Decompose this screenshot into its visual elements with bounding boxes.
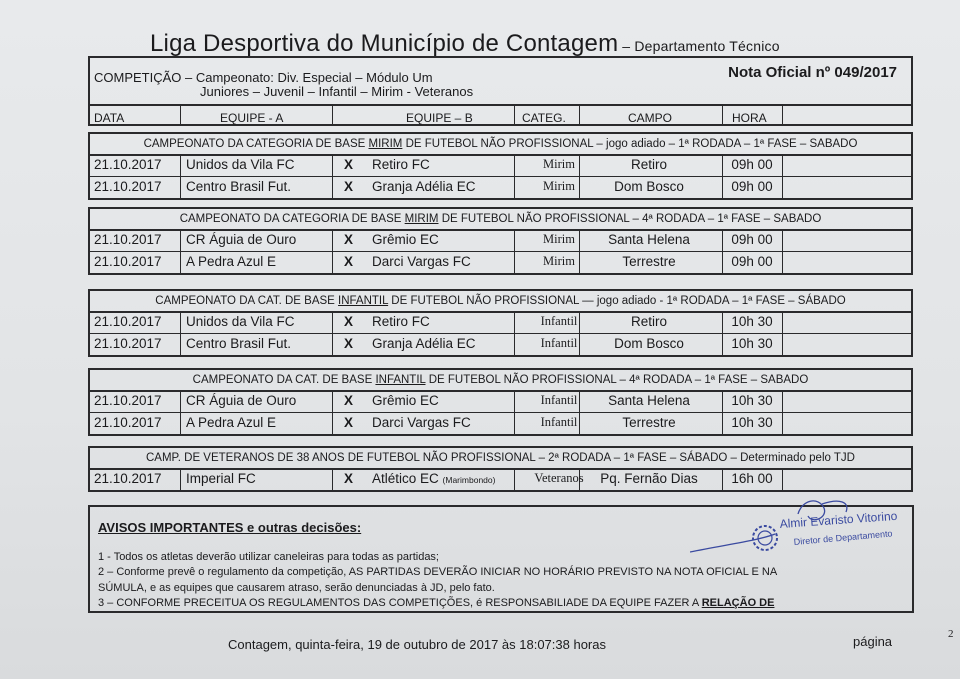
match-section: [88, 207, 913, 277]
category: Infantil: [540, 336, 578, 350]
team-a: Centro Brasil Fut.: [186, 336, 292, 351]
section-title: [88, 289, 913, 313]
match-row: [90, 312, 911, 334]
match-rows: [88, 468, 913, 492]
section-title-rest: DE FUTEBOL NÃO PROFISSIONAL – 4ª RODADA – 1ª FASE – SABADO: [425, 374, 809, 386]
kickoff-time: 09h 00: [731, 157, 773, 172]
versus-mark: X: [344, 232, 354, 247]
team-b-cell: [372, 471, 495, 486]
versus-mark: X: [344, 471, 354, 486]
team-b-note: (Marimbondo): [442, 475, 496, 485]
competition-box: [88, 56, 913, 106]
col-equipe-b: EQUIPE – B: [406, 111, 473, 125]
team-a: CR Águia de Ouro: [186, 393, 297, 408]
department-name: – Departamento Técnico: [622, 38, 780, 54]
footer-date: Contagem, quinta-feira, 19 de outubro de 2017 às 18:07:38 horas: [228, 637, 606, 652]
footer-pagina: página: [853, 634, 893, 649]
table-header: [88, 104, 913, 126]
field: Santa Helena: [608, 232, 690, 247]
signer-name: Almir Evaristo Vitorino: [779, 508, 898, 531]
col-campo: CAMPO: [628, 111, 673, 125]
section-title: [88, 207, 913, 231]
match-date: 21.10.2017: [94, 179, 162, 194]
category: Mirim: [543, 254, 575, 268]
match-date: 21.10.2017: [94, 471, 162, 486]
team-a: Centro Brasil Fut.: [186, 179, 292, 194]
team-a: A Pedra Azul E: [186, 415, 277, 430]
field: Terrestre: [622, 415, 676, 430]
match-row: [90, 155, 911, 177]
team-a: Imperial FC: [186, 471, 256, 486]
versus-mark: X: [344, 393, 354, 408]
kickoff-time: 09h 00: [731, 232, 773, 247]
team-a: Unidos da Vila FC: [186, 314, 295, 329]
signer-role: Diretor de Departamento: [793, 528, 893, 547]
col-data: DATA: [94, 111, 125, 125]
notice-2-cont: SÚMULA, e as equipes que causarem atraso, serão denunciadas à JD, pelo fato.: [98, 582, 495, 594]
section-title-rest: DE FUTEBOL NÃO PROFISSIONAL – 4ª RODADA – 1ª FASE – SABADO: [438, 213, 822, 225]
notice-2: 2 – Conforme prevê o regulamento da competição, AS PARTIDAS DEVERÃO INICIAR NO HORÁRIO PREVISTO NA NOTA OFICIAL E NA: [98, 566, 778, 578]
col-hora: HORA: [732, 111, 767, 125]
match-date: 21.10.2017: [94, 336, 162, 351]
field: Terrestre: [622, 254, 676, 269]
match-section: [88, 289, 913, 359]
kickoff-time: 16h 00: [731, 471, 773, 486]
category: Infantil: [540, 415, 578, 429]
category: Mirim: [543, 179, 575, 193]
league-name: Liga Desportiva do Município de Contagem: [150, 30, 619, 57]
kickoff-time: 10h 30: [731, 336, 773, 351]
versus-mark: X: [344, 254, 354, 269]
match-section: [88, 368, 913, 438]
field: Dom Bosco: [614, 179, 684, 194]
notice-3-text: 3 – CONFORME PRECEITUA OS REGULAMENTOS DAS COMPETIÇÕES, é RESPONSABILIADE DA EQUIPE FAZER A: [98, 597, 702, 609]
notice-3: [98, 597, 774, 609]
team-a: A Pedra Azul E: [186, 254, 277, 269]
category: Mirim: [543, 232, 575, 246]
versus-mark: X: [344, 179, 354, 194]
notice-3-underlined: RELAÇÃO DE: [701, 597, 775, 609]
match-date: 21.10.2017: [94, 254, 162, 269]
team-b: Darci Vargas FC: [372, 415, 471, 430]
team-b: Retiro FC: [372, 157, 430, 172]
team-a: CR Águia de Ouro: [186, 232, 297, 247]
kickoff-time: 10h 30: [731, 314, 773, 329]
signature-scribble: [690, 494, 930, 564]
section-title: [88, 132, 913, 156]
versus-mark: X: [344, 336, 354, 351]
team-b: Darci Vargas FC: [372, 254, 471, 269]
match-date: 21.10.2017: [94, 415, 162, 430]
match-section: [88, 446, 913, 494]
field: Retiro: [630, 314, 667, 329]
versus-mark: X: [344, 157, 354, 172]
section-category: MIRIM: [404, 213, 439, 225]
category: Infantil: [540, 393, 578, 407]
col-categ: CATEG.: [522, 111, 566, 125]
team-b: Granja Adélia EC: [372, 336, 476, 351]
category: Veteranos: [534, 471, 584, 485]
match-row: [90, 413, 911, 434]
match-rows: [88, 229, 913, 275]
match-row: [90, 177, 911, 198]
match-row: [90, 334, 911, 355]
match-date: 21.10.2017: [94, 157, 162, 172]
field: Santa Helena: [608, 393, 690, 408]
match-rows: [88, 311, 913, 357]
field: Dom Bosco: [614, 336, 684, 351]
section-title-text: CAMP. DE VETERANOS DE 38 ANOS DE FUTEBOL NÃO PROFISSIONAL – 2ª RODADA – 1ª FASE – SÁBADO – Determinado pelo TJD: [146, 452, 855, 464]
section-category: INFANTIL: [375, 374, 426, 386]
team-b: Retiro FC: [372, 314, 430, 329]
section-title-text: CAMPEONATO DA CAT. DE BASE: [155, 295, 339, 307]
team-b: Grêmio EC: [372, 232, 439, 247]
versus-mark: X: [344, 415, 354, 430]
kickoff-time: 10h 30: [731, 415, 773, 430]
seal-icon: [753, 526, 777, 550]
field: Retiro: [630, 157, 667, 172]
category: Mirim: [543, 157, 575, 171]
kickoff-time: 09h 00: [731, 179, 773, 194]
signature-stamp: [690, 494, 930, 564]
section-title-text: CAMPEONATO DA CATEGORIA DE BASE: [179, 213, 405, 225]
section-category: INFANTIL: [338, 295, 389, 307]
section-title-rest: DE FUTEBOL NÃO PROFISSIONAL – jogo adiado – 1ª RODADA – 1ª FASE – SABADO: [402, 138, 858, 150]
match-date: 21.10.2017: [94, 393, 162, 408]
page-title: [150, 30, 780, 58]
match-date: 21.10.2017: [94, 314, 162, 329]
section-category: MIRIM: [368, 138, 403, 150]
match-row: [90, 252, 911, 273]
competition-line-1: COMPETIÇÃO – Campeonato: Div. Especial – Módulo Um: [94, 70, 433, 85]
match-row: [90, 391, 911, 413]
field: Pq. Fernão Dias: [600, 471, 698, 486]
match-date: 21.10.2017: [94, 232, 162, 247]
match-rows: [88, 154, 913, 200]
section-title-text: CAMPEONATO DA CAT. DE BASE: [192, 374, 376, 386]
category: Infantil: [540, 314, 578, 328]
team-b: Grêmio EC: [372, 393, 439, 408]
team-a: Unidos da Vila FC: [186, 157, 295, 172]
versus-mark: X: [344, 314, 354, 329]
match-row: [90, 469, 911, 490]
team-b: Atlético EC: [372, 471, 439, 486]
col-equipe-a: EQUIPE - A: [220, 111, 284, 125]
match-section: [88, 132, 913, 202]
notice-1: 1 - Todos os atletas deverão utilizar caneleiras para todas as partidas;: [98, 551, 439, 563]
page-number: 2: [948, 628, 954, 640]
section-title: [88, 446, 913, 470]
notices-heading: AVISOS IMPORTANTES e outras decisões:: [98, 520, 362, 535]
official-note-number: Nota Oficial nº 049/2017: [728, 64, 897, 81]
section-title: [88, 368, 913, 392]
match-row: [90, 230, 911, 252]
kickoff-time: 10h 30: [731, 393, 773, 408]
competition-line-2: Juniores – Juvenil – Infantil – Mirim - Veteranos: [200, 84, 474, 99]
kickoff-time: 09h 00: [731, 254, 773, 269]
match-rows: [88, 390, 913, 436]
section-title-text: CAMPEONATO DA CATEGORIA DE BASE: [143, 138, 369, 150]
section-title-rest: DE FUTEBOL NÃO PROFISSIONAL — jogo adiado - 1ª RODADA – 1ª FASE – SÁBADO: [388, 295, 846, 307]
team-b: Granja Adélia EC: [372, 179, 476, 194]
